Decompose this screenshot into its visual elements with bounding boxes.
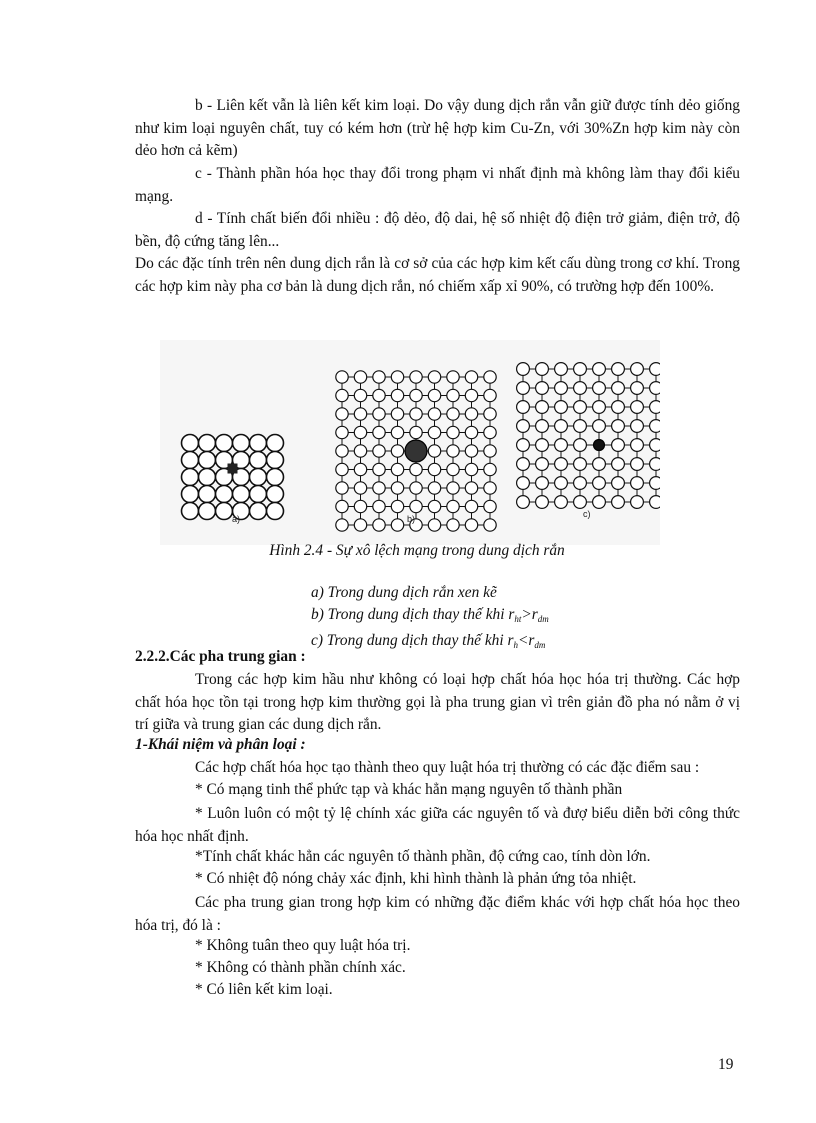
host-atom [593,401,606,414]
legend-b [311,604,549,631]
host-atom [536,382,549,395]
host-atom [428,408,440,420]
host-atom [631,496,644,509]
host-atom [199,435,216,452]
host-atom [574,382,587,395]
legend-b-sub2: dm [537,613,549,624]
host-atom [465,519,477,531]
paragraph-d: d - Tính chất biến đổi nhiều : độ dẻo, độ dai, hệ số nhiệt độ điện trở giảm, điện trở, độ bền, độ cứng tăng lên... [135,210,740,250]
host-atom [216,486,233,503]
host-atom [391,519,403,531]
host-atom [574,477,587,490]
host-atom [391,445,403,457]
host-atom [574,458,587,471]
page-number: 19 [718,1056,734,1073]
feature-bullet-3: *Tính chất khác hẳn các nguyên tố thành phần, độ cứng cao, tính dòn lớn. [195,848,651,865]
host-atom [536,401,549,414]
host-atom [517,382,530,395]
lattice-b-substitution-large [336,371,496,531]
host-atom [354,519,366,531]
host-atom [199,452,216,469]
host-atom [536,439,549,452]
host-atom [574,496,587,509]
host-atom [354,426,366,438]
host-atom [410,463,422,475]
host-atom [465,463,477,475]
host-atom [250,503,267,520]
figure-label-b: b) [407,514,416,524]
host-atom [250,452,267,469]
host-atom [517,496,530,509]
host-atom [267,452,284,469]
legend-a: a) Trong dung dịch rắn xen kẽ [311,584,497,601]
host-atom [410,408,422,420]
host-atom [267,503,284,520]
host-atom [182,486,199,503]
host-atom [428,482,440,494]
host-atom [428,463,440,475]
host-atom [484,445,496,457]
host-atom [447,463,459,475]
figure-legend [311,582,549,657]
host-atom [484,482,496,494]
host-atom [373,371,385,383]
host-atom [555,363,568,376]
host-atom [484,389,496,401]
legend-c [311,630,549,657]
host-atom [336,482,348,494]
host-atom [199,486,216,503]
lattice-figure [160,340,660,545]
host-atom [593,382,606,395]
host-atom [199,469,216,486]
host-atom [336,371,348,383]
section-heading: 2.2.2.Các pha trung gian : [135,648,306,665]
host-atom [373,426,385,438]
host-atom [428,445,440,457]
host-atom [199,503,216,520]
legend-c-sub1: h [513,640,518,650]
host-atom [354,445,366,457]
solute-atom [405,440,427,462]
host-atom [484,408,496,420]
host-atom [391,463,403,475]
host-atom [555,477,568,490]
host-atom [391,371,403,383]
host-atom [354,500,366,512]
host-atom [593,477,606,490]
feature-bullet-2: * Luôn luôn có một tỷ lệ chính xác giữa các nguyên tố và đượ biểu diễn bởi công thức hóa học nhất định. [135,805,740,845]
host-atom [233,486,250,503]
solute-atom [594,440,605,451]
section-paragraph-2: Các hợp chất hóa học tạo thành theo quy luật hóa trị thường có các đặc điểm sau : [195,759,700,776]
host-atom [612,363,625,376]
host-atom [593,420,606,433]
host-atom [447,482,459,494]
host-atom [336,519,348,531]
host-atom [465,500,477,512]
host-atom [631,458,644,471]
feature-bullet-4: * Có nhiệt độ nóng chảy xác định, khi hình thành là phản ứng tỏa nhiệt. [195,870,637,887]
host-atom [336,463,348,475]
section-paragraph-1: Trong các hợp kim hầu như không có loại hợp chất hóa học hóa trị thường. Các hợp chất hóa học tồn tại trong hợp kim thường gọi là pha trung gian vì trên giản đồ pha nó nằm ở vị trí giữa và trung gian các dung dịch rắn. [135,671,740,733]
figure-label-a: a) [232,514,241,524]
host-atom [354,389,366,401]
host-atom [593,363,606,376]
host-atom [650,496,660,509]
legend-c-text: c) Trong dung dịch thay thế khi r [311,632,514,649]
host-atom [631,439,644,452]
host-atom [465,482,477,494]
host-atom [447,500,459,512]
host-atom [428,389,440,401]
host-atom [631,420,644,433]
host-atom [465,408,477,420]
paragraph-conclusion: Do các đặc tính trên nên dung dịch rắn là cơ sở của các hợp kim kết cấu dùng trong cơ khí. Trong các hợp kim này pha cơ bản là dung dịch rắn, nó chiếm xấp xỉ 90%, có trường hợp đến 100%. [135,255,740,295]
host-atom [354,371,366,383]
legend-c-sub2: dm [534,640,546,650]
host-atom [182,435,199,452]
host-atom [391,426,403,438]
host-atom [373,463,385,475]
host-atom [555,382,568,395]
host-atom [233,435,250,452]
host-atom [465,426,477,438]
host-atom [336,389,348,401]
host-atom [250,486,267,503]
host-atom [650,382,660,395]
host-atom [354,463,366,475]
host-atom [574,363,587,376]
host-atom [650,458,660,471]
host-atom [536,477,549,490]
host-atom [650,439,660,452]
host-atom [373,408,385,420]
host-atom [650,420,660,433]
host-atom [391,408,403,420]
section-subheading: 1-Khái niệm và phân loại : [135,736,306,753]
host-atom [428,500,440,512]
host-atom [354,408,366,420]
host-atom [391,500,403,512]
host-atom [593,496,606,509]
host-atom [631,477,644,490]
host-atom [631,401,644,414]
host-atom [182,452,199,469]
section-paragraph-3: Các pha trung gian trong hợp kim có những đặc điểm khác với hợp chất hóa học theo hóa trị, đó là : [135,894,740,934]
host-atom [484,426,496,438]
host-atom [182,469,199,486]
host-atom [428,371,440,383]
host-atom [465,389,477,401]
host-atom [447,371,459,383]
host-atom [517,458,530,471]
host-atom [428,519,440,531]
host-atom [593,458,606,471]
host-atom [517,420,530,433]
host-atom [447,519,459,531]
host-atom [336,426,348,438]
difference-bullet-1: * Không tuân theo quy luật hóa trị. [195,937,411,954]
host-atom [631,382,644,395]
host-atom [484,371,496,383]
host-atom [336,500,348,512]
host-atom [555,420,568,433]
host-atom [465,371,477,383]
host-atom [447,389,459,401]
host-atom [650,401,660,414]
host-atom [650,477,660,490]
figure-label-c: c) [583,509,591,519]
host-atom [517,363,530,376]
host-atom [612,439,625,452]
host-atom [536,458,549,471]
host-atom [336,408,348,420]
host-atom [517,477,530,490]
host-atom [182,503,199,520]
host-atom [410,482,422,494]
host-atom [447,445,459,457]
host-atom [216,435,233,452]
host-atom [536,496,549,509]
host-atom [612,420,625,433]
host-atom [574,401,587,414]
host-atom [612,477,625,490]
host-atom [354,482,366,494]
host-atom [612,496,625,509]
host-atom [555,496,568,509]
host-atom [267,435,284,452]
host-atom [484,463,496,475]
difference-bullet-2: * Không có thành phần chính xác. [195,959,406,976]
host-atom [484,519,496,531]
host-atom [631,363,644,376]
host-atom [555,401,568,414]
host-atom [267,486,284,503]
host-atom [373,519,385,531]
host-atom [536,363,549,376]
host-atom [373,389,385,401]
host-atom [391,482,403,494]
feature-bullet-1: * Có mạng tinh thể phức tạp và khác hẳn mạng nguyên tố thành phần [195,781,623,798]
host-atom [250,469,267,486]
host-atom [410,426,422,438]
legend-c-op: <r [517,632,535,649]
host-atom [267,469,284,486]
interstitial-atom [228,464,238,474]
host-atom [373,500,385,512]
host-atom [447,426,459,438]
host-atom [574,439,587,452]
host-atom [373,445,385,457]
host-atom [612,382,625,395]
host-atom [216,503,233,520]
host-atom [373,482,385,494]
legend-b-sub1: ht [514,613,522,624]
host-atom [447,408,459,420]
host-atom [410,389,422,401]
host-atom [391,389,403,401]
host-atom [410,500,422,512]
host-atom [484,500,496,512]
host-atom [410,371,422,383]
host-atom [612,401,625,414]
host-atom [574,420,587,433]
host-atom [555,458,568,471]
difference-bullet-3: * Có liên kết kim loại. [195,981,333,998]
host-atom [555,439,568,452]
paragraph-b: b - Liên kết vẫn là liên kết kim loại. Do vậy dung dịch rắn vẫn giữ được tính dẻo giống như kim loại nguyên chất, tuy có kém hơn (trừ hệ hợp kim Cu-Zn, với 30%Zn hợp kim này còn dẻo hơn cả kẽm) [135,97,740,159]
host-atom [612,458,625,471]
host-atom [336,445,348,457]
legend-b-text: b) Trong dung dịch thay thế khi r [311,605,515,623]
host-atom [517,401,530,414]
legend-b-op: >r [521,605,538,623]
host-atom [465,445,477,457]
host-atom [536,420,549,433]
figure-caption: Hình 2.4 - Sự xô lệch mạng trong dung dịch rắn [269,542,565,559]
host-atom [250,435,267,452]
host-atom [517,439,530,452]
host-atom [650,363,660,376]
paragraph-c: c - Thành phần hóa học thay đổi trong phạm vi nhất định mà không làm thay đổi kiểu mạng. [135,165,740,205]
host-atom [428,426,440,438]
